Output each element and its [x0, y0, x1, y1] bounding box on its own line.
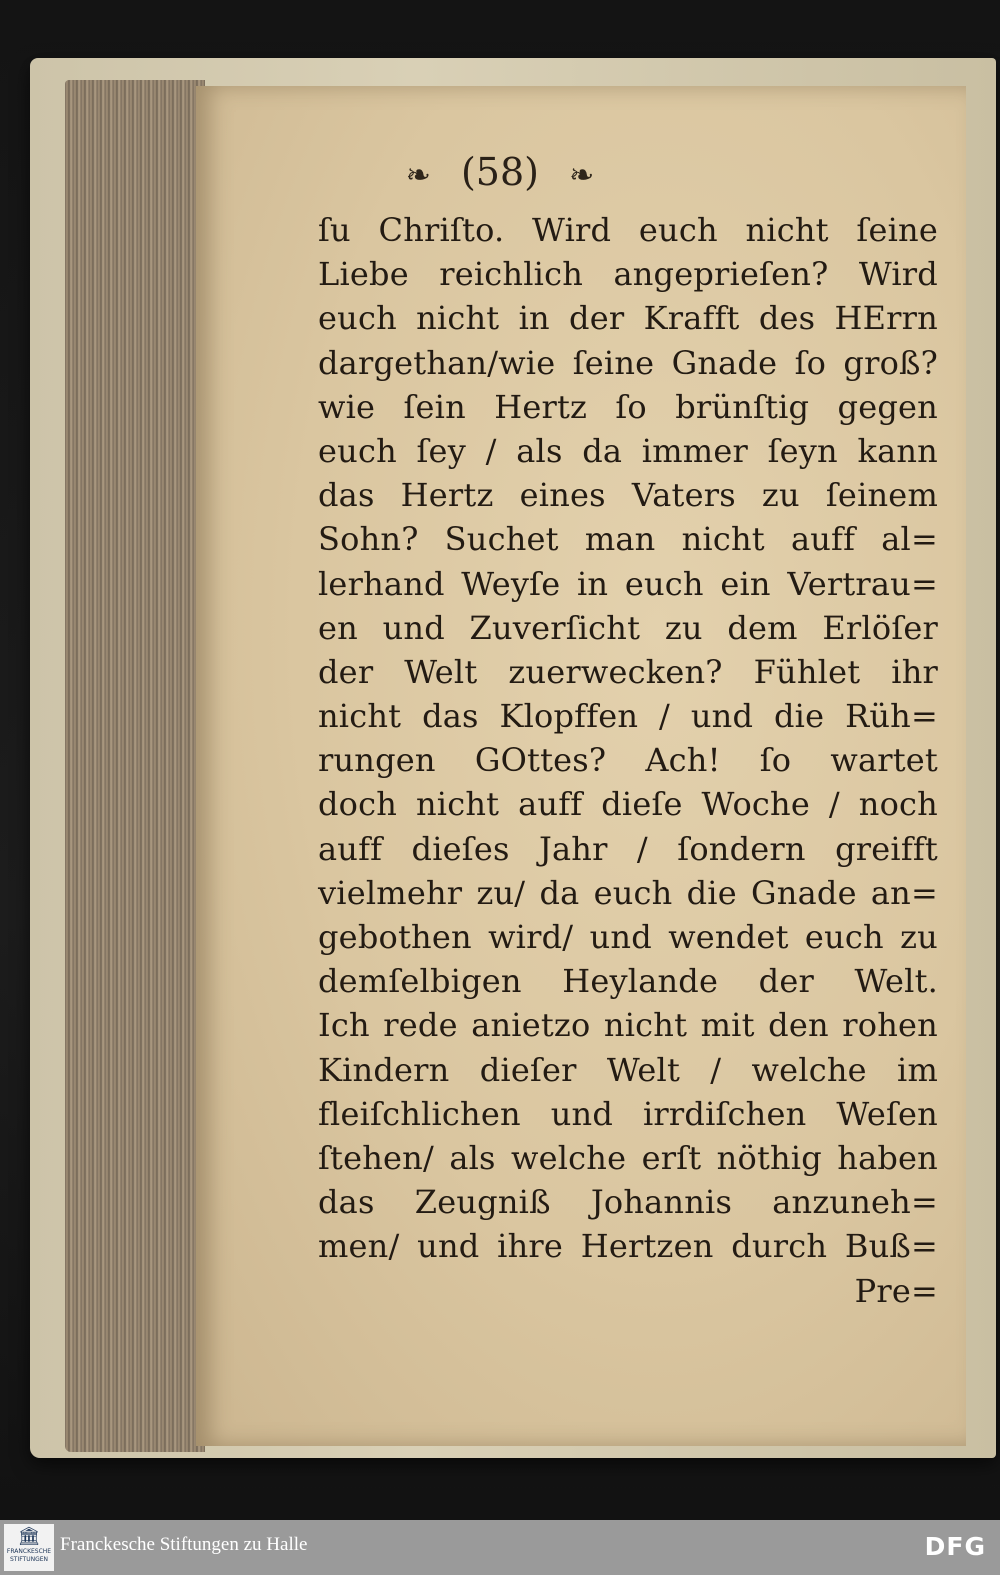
- text-line: euch nicht in der Krafft des HErrn: [318, 299, 938, 338]
- text-line: doch nicht auff dieſe Woche / noch: [318, 785, 938, 824]
- viewer-footer: [0, 1520, 1000, 1575]
- text-line: ſu Chriſto. Wird euch nicht ſeine: [318, 211, 938, 249]
- text-line: der Welt zuerwecken? Fühlet ihr: [318, 652, 938, 691]
- text-line: wie ſein Hertz ſo brünſtig gegen: [318, 387, 938, 426]
- text-line: lerhand Weyſe in euch ein Vertrau=: [318, 564, 938, 603]
- text-line: dargethan/wie ſeine Gnade ſo groß?: [318, 343, 938, 382]
- page-number: (58): [460, 150, 539, 194]
- text-line: demſelbigen Heylande der Welt.: [318, 962, 938, 1001]
- text-line: gebothen wird/ und wendet euch zu: [318, 918, 938, 956]
- catchword: Pre=: [854, 1271, 938, 1310]
- text-line: das Zeugniß Johannis anzuneh=: [318, 1183, 938, 1222]
- building-icon: 🏛: [17, 1526, 41, 1547]
- text-line: euch ſey / als da immer ſeyn kann: [318, 431, 938, 470]
- text-line: men/ und ihre Hertzen durch Buß=: [318, 1227, 938, 1266]
- logo-text: FRANCKESCHE STIFTUNGEN: [6, 1548, 52, 1563]
- text-line: fleiſchlichen und irrdiſchen Weſen: [318, 1094, 938, 1133]
- dfg-logo[interactable]: DFG: [924, 1532, 986, 1561]
- text-line: rungen GOttes? Ach! ſo wartet: [318, 741, 938, 780]
- text-line: Kindern dieſer Welt / welche im: [318, 1050, 938, 1089]
- text-line: auff dieſes Jahr / ſondern greifft: [318, 829, 938, 868]
- ornament-right-icon: ❧: [569, 158, 595, 193]
- text-line: Liebe reichlich angeprieſen? Wird: [318, 255, 938, 294]
- text-line: das Hertz eines Vaters zu ſeinem: [318, 476, 938, 515]
- institution-logo[interactable]: [4, 1524, 54, 1571]
- page-header: [0, 150, 1000, 194]
- text-line: ſtehen/ als welche erſt nöthig haben: [318, 1138, 938, 1177]
- institution-name: Franckesche Stiftungen zu Halle: [60, 1534, 308, 1555]
- text-line: vielmehr zu/ da euch die Gnade an=: [318, 873, 938, 912]
- text-line: Ich rede anietzo nicht mit den rohen: [318, 1006, 938, 1045]
- ornament-left-icon: ❧: [405, 158, 431, 193]
- page-edges: [65, 80, 205, 1452]
- text-line: Sohn? Suchet man nicht auff al=: [318, 520, 938, 559]
- page-text: [318, 208, 938, 1313]
- text-line: en und Zuverſicht zu dem Erlöſer: [318, 608, 938, 647]
- text-line: nicht das Klopffen / und die Rüh=: [318, 697, 938, 736]
